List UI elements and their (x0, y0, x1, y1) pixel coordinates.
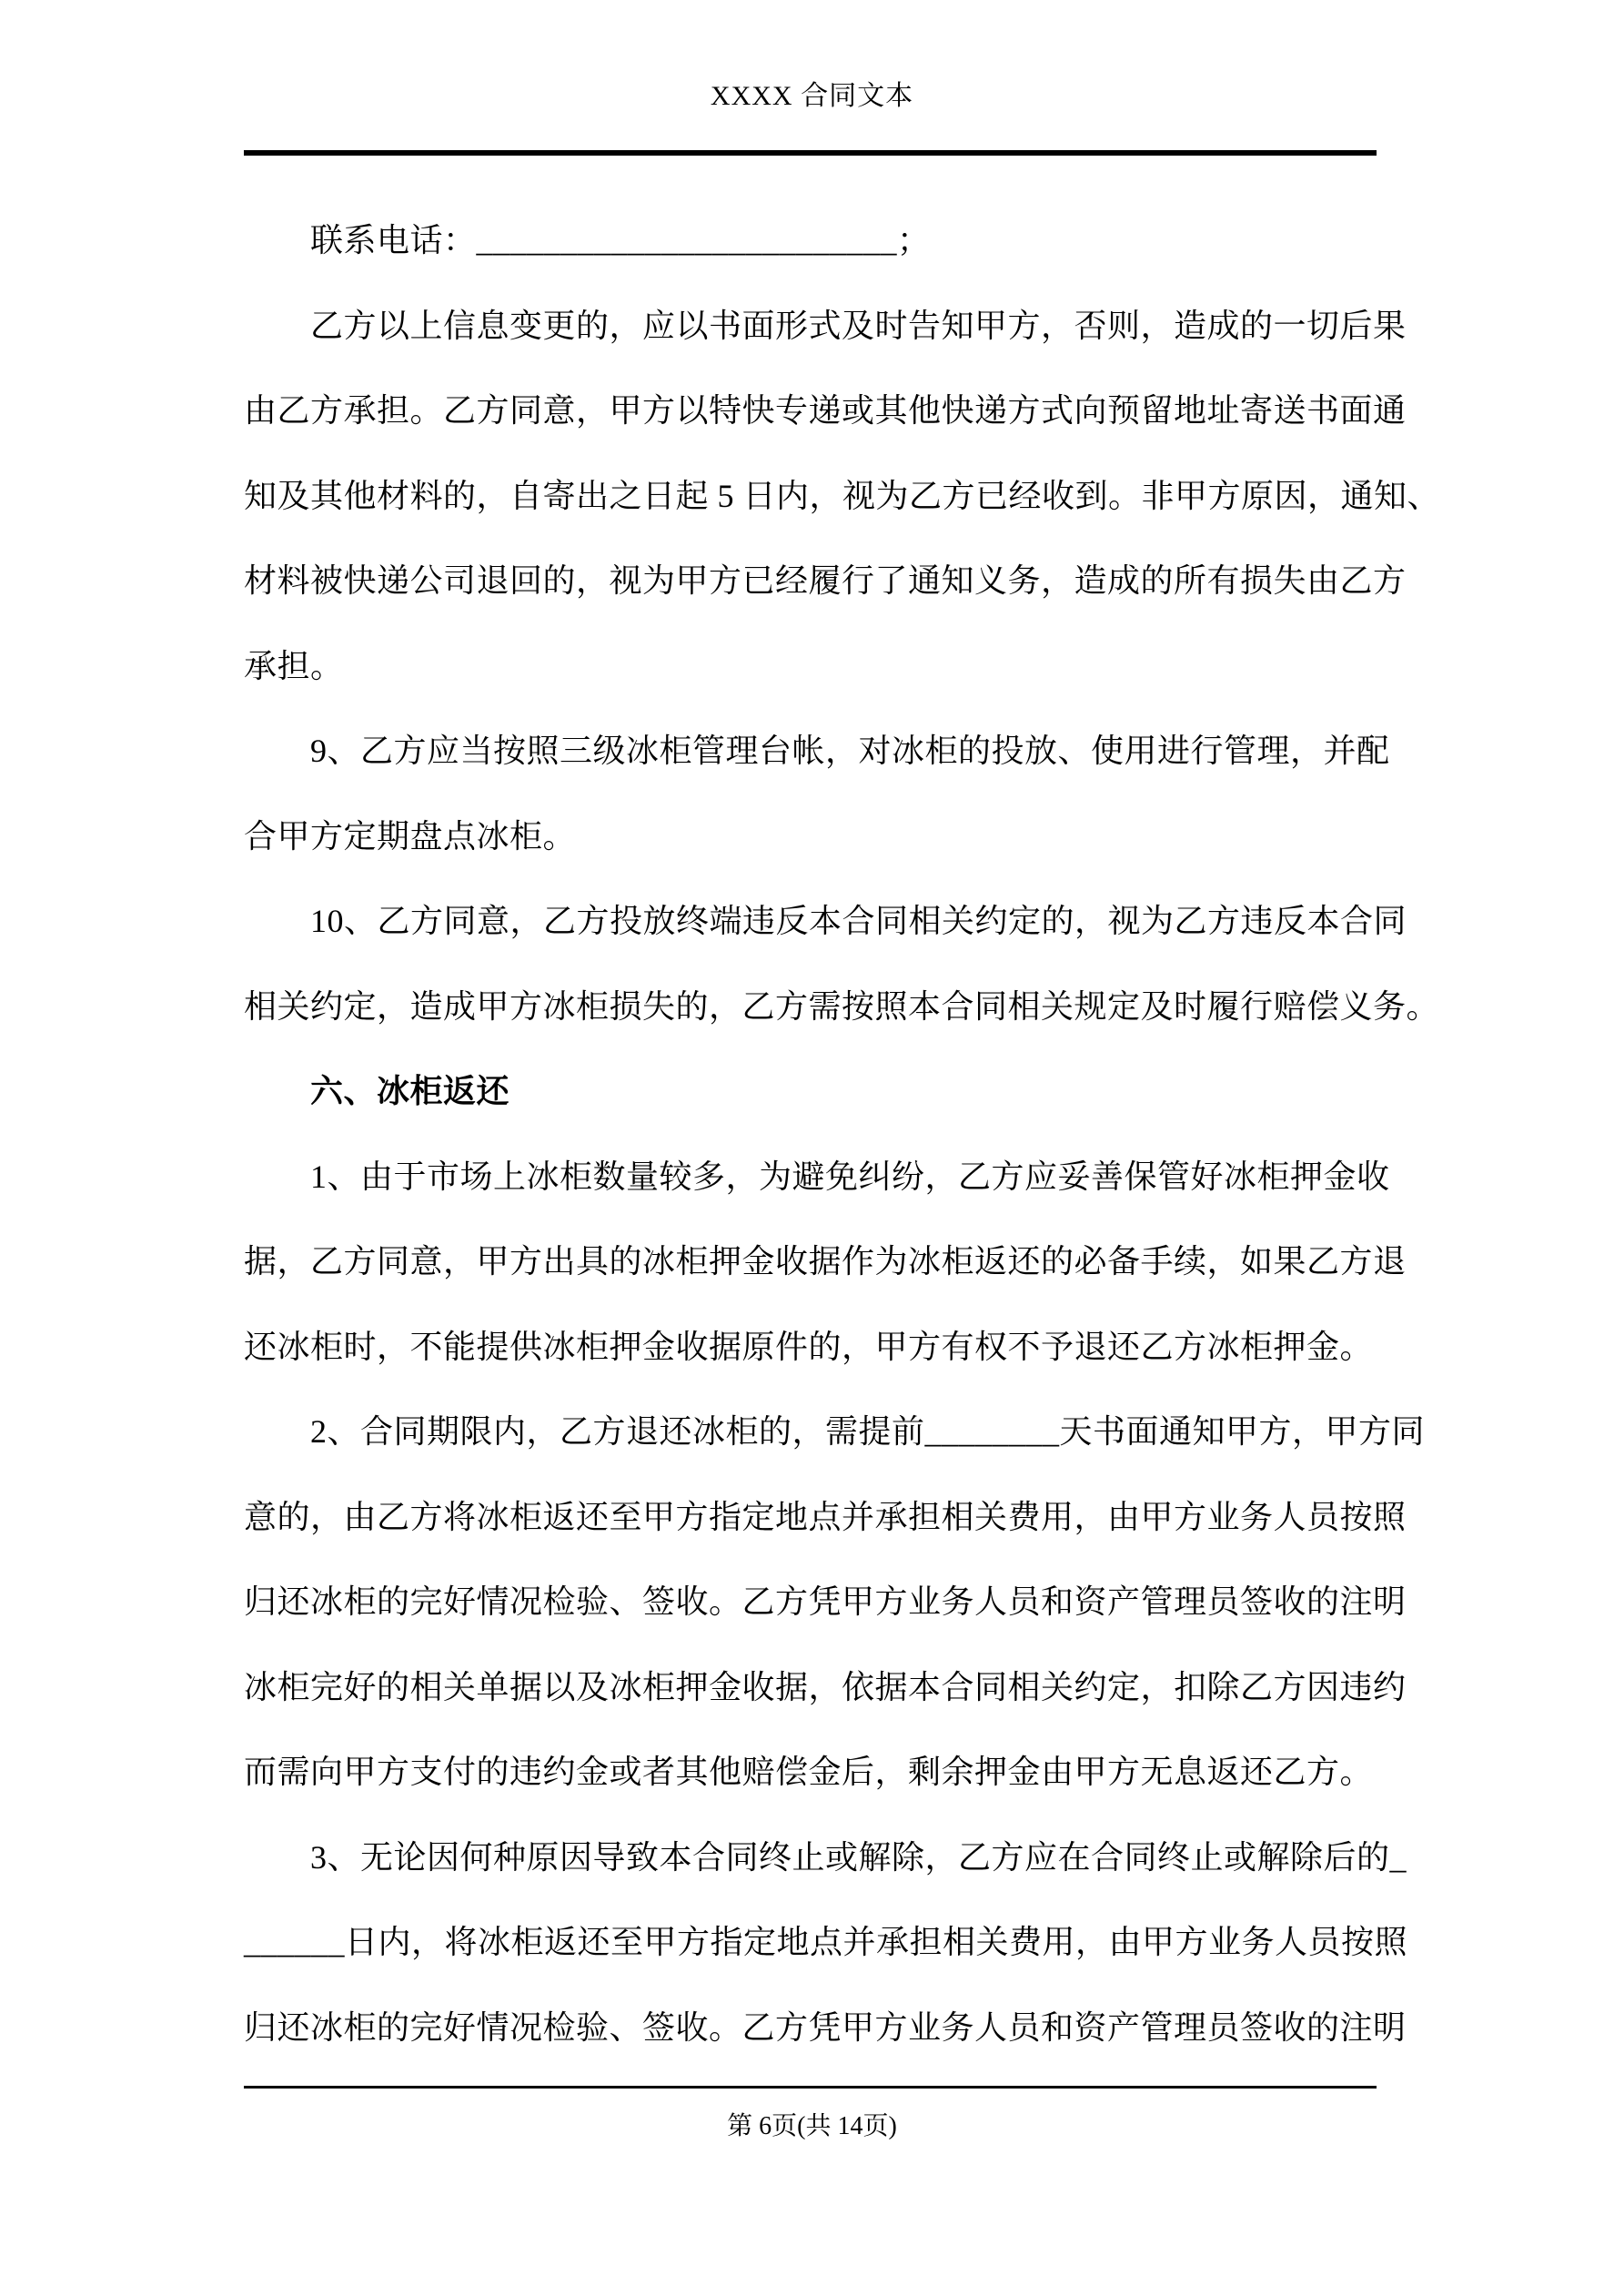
contract-line: 据，乙方同意，甲方出具的冰柜押金收据作为冰柜返还的必备手续，如果乙方退 (244, 1243, 1407, 1279)
contract-line: 1、由于市场上冰柜数量较多，为避免纠纷，乙方应妥善保管好冰柜押金收 (310, 1158, 1390, 1195)
contract-line: 2、合同期限内，乙方退还冰柜的，需提前________天书面通知甲方，甲方同 (310, 1413, 1426, 1450)
contract-line: 六、冰柜返还 (310, 1073, 510, 1109)
contract-line: 承担。 (244, 647, 344, 684)
contract-line: 10、乙方同意，乙方投放终端违反本合同相关约定的，视为乙方违反本合同 (310, 903, 1407, 939)
contract-line: 联系电话：_________________________； (310, 222, 931, 258)
contract-line: 冰柜完好的相关单据以及冰柜押金收据，依据本合同相关约定，扣除乙方因违约 (244, 1668, 1407, 1705)
contract-line: 相关约定，造成甲方冰柜损失的，乙方需按照本合同相关规定及时履行赔偿义务。 (244, 987, 1440, 1025)
contract-line: ______日内，将冰柜返还至甲方指定地点并承担相关费用，由甲方业务人员按照 (244, 1924, 1408, 1960)
footer-divider (244, 2086, 1377, 2089)
contract-line: 而需向甲方支付的违约金或者其他赔偿金后，剩余押金由甲方无息返还乙方。 (244, 1754, 1374, 1790)
contract-line: 归还冰柜的完好情况检验、签收。乙方凭甲方业务人员和资产管理员签收的注明 (244, 1583, 1407, 1620)
contract-line: 知及其他材料的，自寄出之日起 5 日内，视为乙方已经收到。非甲方原因，通知、 (244, 477, 1441, 514)
contract-line: 材料被快递公司退回的，视为甲方已经履行了通知义务，造成的所有损失由乙方 (244, 562, 1407, 599)
contract-line: 合甲方定期盘点冰柜。 (244, 817, 577, 855)
contract-line: 9、乙方应当按照三级冰柜管理台帐，对冰柜的投放、使用进行管理，并配 (310, 733, 1390, 769)
contract-body (244, 198, 1441, 2070)
contract-line: 3、无论因何种原因导致本合同终止或解除，乙方应在合同终止或解除后的_ (310, 1838, 1407, 1876)
page-header-title: XXXX 合同文本 (710, 81, 914, 111)
contract-line: 意的，由乙方将冰柜返还至甲方指定地点并承担相关费用，由甲方业务人员按照 (244, 1498, 1407, 1535)
contract-line: 由乙方承担。乙方同意，甲方以特快专递或其他快递方式向预留地址寄送书面通 (244, 392, 1407, 429)
header-divider (244, 150, 1377, 156)
contract-line: 乙方以上信息变更的，应以书面形式及时告知甲方，否则，造成的一切后果 (310, 307, 1407, 344)
page-number: 第 6页(共 14页) (727, 2112, 897, 2140)
contract-line: 还冰柜时，不能提供冰柜押金收据原件的，甲方有权不予退还乙方冰柜押金。 (244, 1328, 1374, 1365)
contract-line: 归还冰柜的完好情况检验、签收。乙方凭甲方业务人员和资产管理员签收的注明 (244, 2008, 1407, 2046)
